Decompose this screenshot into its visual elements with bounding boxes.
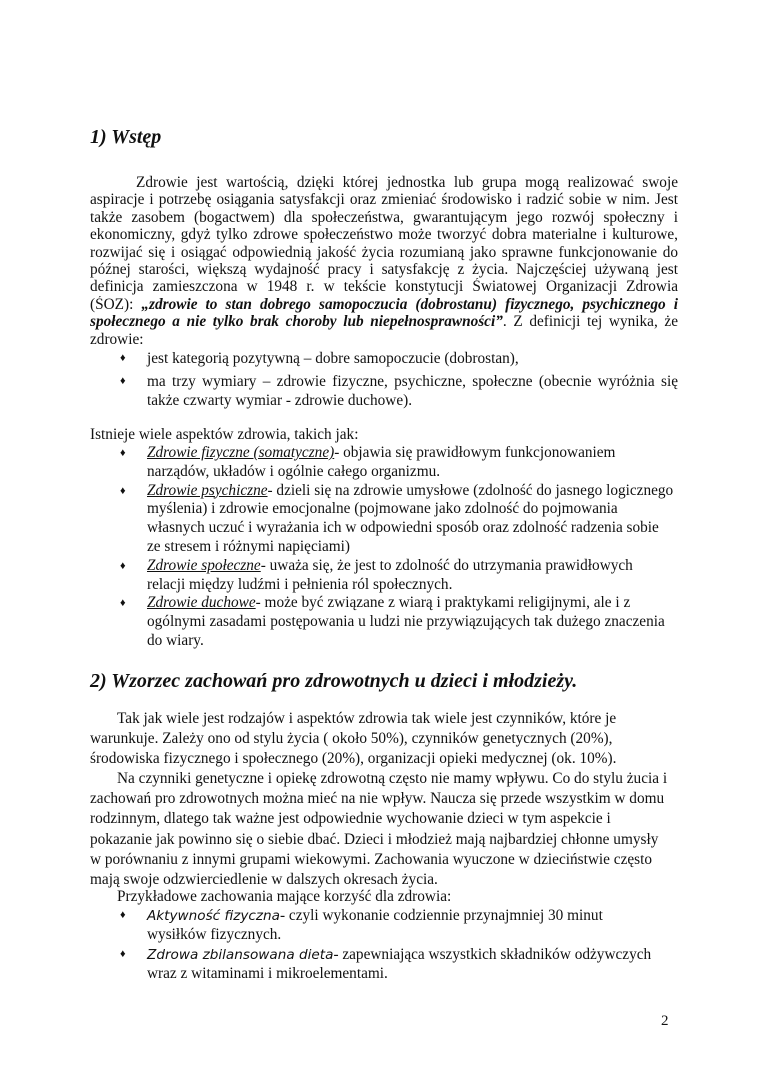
term-label: Aktywność fizyczna [147,908,280,924]
text-segment: także zasobem (bogactwem) dla społeczeństwa, gwarantującym jego rozwój społeczny i [90,208,678,226]
text-line [90,709,678,729]
text-segment: aspiracje i potrzebę osiągania satysfakcji oraz zmieniać środowisko i radzić sobie w nim. Jest [90,191,678,209]
text-line [90,226,678,243]
heading-wzorzec: 2) Wzorzec zachowań pro zdrowotnych u dzieci i młodzieży. [90,670,578,692]
text-segment: Istnieje wiele aspektów zdrowia, takich jak: [90,426,359,443]
text-line [147,444,678,463]
text-segment: ogólnymi zasadami postępowania u ludzi nie przywiązujących tak dużego znaczenia [147,613,665,631]
page-number: 2 [661,1013,669,1029]
text-segment: - objawia się prawidłowym funkcjonowaniem [334,444,616,461]
text-segment: Tak jak wiele jest rodzajów i aspektów zdrowia tak wiele jest czynników, które je [117,710,617,727]
text-line [147,349,678,368]
term-label: Zdrowie duchowe [147,594,256,612]
text-segment: rodzinnym, dlatego tak ważne jest odpowiednie wychowanie dzieci w tym aspekcie i [90,810,611,828]
list-item [90,372,678,410]
text-line [90,425,678,444]
text-line [147,576,678,595]
list-item [90,349,678,368]
paragraph-definition [90,174,678,348]
diamond-bullet-icon: ♦ [120,352,126,364]
text-segment: myślenia) i zdrowie emocjonalne (pojmowane jako zdolność do pojmowania [147,500,618,518]
text-line [90,749,678,769]
text-line [147,925,678,944]
text-line [90,850,678,870]
text-line [147,482,678,501]
text-segment: środowiska fizycznego i społecznego (20%), organizacji opieki medycznej (ok. 10%). [90,750,617,768]
term-label: Zdrowie społeczne [147,556,261,574]
text-segment: także czwarty wymiar - zdrowie duchowe). [147,392,413,409]
text-segment: wraz z witaminami i mikroelementami. [147,964,388,982]
text-segment: definicja zamieszczona w 1948 r. w tekście konstytucji Światowej Organizacji Zdrowia [90,278,678,296]
text-line [147,906,678,925]
diamond-bullet-icon: ♦ [120,484,126,497]
text-line [90,729,678,749]
text-segment: narządów, układów i ogólnie całego organizmu. [147,462,441,480]
text-line [147,557,678,576]
text-line [147,372,678,391]
text-line [90,261,678,278]
text-line [90,331,678,348]
list-item [90,945,678,984]
list-item [90,906,678,945]
text-line [147,500,678,519]
list-item [90,482,678,557]
text-segment: pokazanie jak powinno się o siebie dbać. Dzieci i młodzież mają najbardziej chłonne umysły [90,830,659,848]
text-line [147,594,678,613]
text-segment: Przykładowe zachowania mające korzyść dla zdrowia: [117,888,452,905]
list-item [90,557,678,595]
text-segment: mają swoje odzwierciedlenie w dalszych okresach życia. [90,870,438,888]
text-line [90,789,678,809]
text-line [147,964,678,983]
diamond-bullet-icon: ♦ [120,447,126,459]
paragraph-aspects-intro [90,425,678,444]
diamond-bullet-icon: ♦ [120,375,126,387]
diamond-bullet-icon: ♦ [120,909,126,921]
paragraph-examples-intro [90,887,678,906]
text-segment: ma trzy wymiary – zdrowie fizyczne, psychiczne, społeczne (obecnie wyróżnia się [147,373,678,390]
text-line [90,278,678,295]
text-segment: Na czynniki genetyczne i opiekę zdrowotną często nie mamy wpływu. Co do stylu żucia i [117,770,668,788]
emphasis-text: społecznego a nie tylko brak choroby lub niepełnosprawności” [90,313,503,331]
text-line [90,244,678,261]
text-line [147,463,678,482]
text-line [147,519,678,538]
list-item [90,594,678,650]
text-line [90,209,678,226]
text-line [90,313,678,330]
text-line [147,391,678,410]
list-health-features [90,349,678,414]
text-segment: do wiary. [147,631,204,649]
diamond-bullet-icon: ♦ [120,947,126,960]
text-line [90,809,678,829]
text-segment: własnych uczuć i wyrażania ich w odpowiedni sposób oraz zdolność radzenia sobie [147,519,659,537]
list-healthy-behaviours [90,906,678,983]
text-line [147,613,678,632]
diamond-bullet-icon: ♦ [120,597,126,610]
term-label: Zdrowie fizyczne (somatyczne) [147,444,335,461]
text-line [147,632,678,651]
text-segment: - uważa się, że jest to zdolność do utrzymania prawidłowych [260,556,633,574]
text-line [90,174,678,191]
text-segment: - dzieli się na zdrowie umysłowe (zdolność do jasnego logicznego [267,481,674,499]
text-segment: relacji między ludźmi i pełnienia ról społecznych. [147,575,453,593]
text-line [90,296,678,313]
text-segment: warunkuje. Zależy ono od stylu życia ( około 50%), czynników genetycznych (20%), [90,730,613,748]
paragraph-factors [90,709,678,890]
text-segment: ze stresem i różnymi napięciami) [147,537,351,555]
text-segment: - może być związane z wiarą i praktykami religijnymi, ale i z [255,594,631,612]
list-item [90,444,678,482]
text-line [90,769,678,789]
text-segment: późnej starości, większą wydajność pracy i satysfakcję z życia. Najczęściej używaną jest [90,260,678,278]
text-segment: rozwijać się i osiągać odpowiednią jakość życia rozumianą jako sprawne funkcjonowanie do [90,243,678,261]
text-segment: - czyli wykonanie codziennie przynajmniej 30 minut [280,907,603,924]
text-line [90,830,678,850]
text-line [147,538,678,557]
list-health-aspects [90,444,678,651]
text-segment: - zapewniająca wszystkich składników odżywczych [333,945,652,963]
term-label: Zdrowa zbilansowana dieta [147,946,334,963]
heading-wstep: 1) Wstęp [90,126,162,148]
text-segment: zachowań pro zdrowotnych można mieć na nie wpływ. Naucza się przede wszystkim w domu [90,790,665,808]
text-line [90,191,678,208]
text-segment: zdrowie: [90,330,144,348]
text-segment: . Z definicji tej wynika, że [502,313,678,331]
text-segment: w porównaniu z innymi grupami wiekowymi. Zachowania wyuczone w dzieciństwie często [90,850,652,868]
text-line [90,887,678,906]
text-segment: wysiłków fizycznych. [147,926,282,944]
term-label: Zdrowie psychiczne [147,481,268,499]
text-segment: Zdrowie jest wartością, dzięki której jednostka lub grupa mogą realizować swoje [136,174,678,191]
emphasis-text: „zdrowie to stan dobrego samopoczucia (dobrostanu) fizycznego, psychicznego i [141,295,678,313]
diamond-bullet-icon: ♦ [120,559,126,572]
text-segment: (ŚOZ): [90,295,142,313]
text-segment: jest kategorią pozytywną – dobre samopoczucie (dobrostan), [147,350,519,367]
text-line [147,945,678,964]
text-segment: ekonomiczny, gdyż tylko zdrowe społeczeństwo może tworzyć dobra materialne i kulturowe, [90,226,678,244]
